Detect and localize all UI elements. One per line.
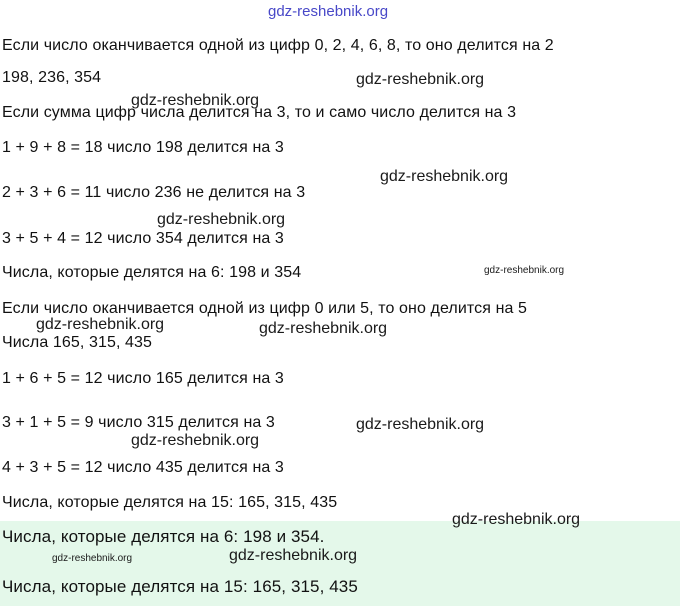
watermark: gdz-reshebnik.org [484,265,565,276]
watermark: gdz-reshebnik.org [452,511,581,528]
result-div-by-15: Числа, которые делятся на 15: 165, 315, 435 [2,494,338,511]
check-435: 4 + 3 + 5 = 12 число 435 делится на 3 [2,459,284,476]
rule-div-by-2: Если число оканчивается одной из цифр 0, 2, 4, 6, 8, то оно делится на 2 [2,37,554,54]
watermark: gdz-reshebnik.org [131,92,260,109]
check-198: 1 + 9 + 8 = 18 число 198 делится на 3 [2,139,284,156]
watermark: gdz-reshebnik.org [131,432,260,449]
watermark: gdz-reshebnik.org [380,168,509,185]
watermark: gdz-reshebnik.org [229,547,358,564]
check-354: 3 + 5 + 4 = 12 число 354 делится на 3 [2,230,284,247]
check-165: 1 + 6 + 5 = 12 число 165 делится на 3 [2,370,284,387]
answer-div-by-6: Числа, которые делятся на 6: 198 и 354. [2,527,325,546]
result-div-by-6: Числа, которые делятся на 6: 198 и 354 [2,264,302,281]
numbers-div-by-5: Числа 165, 315, 435 [2,334,153,351]
watermark: gdz-reshebnik.org [157,211,286,228]
check-315: 3 + 1 + 5 = 9 число 315 делится на 3 [2,414,275,431]
watermark: gdz-reshebnik.org [356,71,485,88]
rule-div-by-3: Если сумма цифр числа делится на 3, то и само число делится на 3 [2,104,517,121]
watermark: gdz-reshebnik.org [52,553,133,564]
header-watermark: gdz-reshebnik.org [268,3,389,20]
watermark: gdz-reshebnik.org [259,320,388,337]
answer-div-by-15: Числа, которые делятся на 15: 165, 315, 435 [2,577,358,596]
check-236: 2 + 3 + 6 = 11 число 236 не делится на 3 [2,184,306,201]
watermark: gdz-reshebnik.org [356,416,485,433]
rule-div-by-5: Если число оканчивается одной из цифр 0 или 5, то оно делится на 5 [2,300,528,317]
watermark: gdz-reshebnik.org [36,316,165,333]
even-numbers: 198, 236, 354 [2,69,102,86]
